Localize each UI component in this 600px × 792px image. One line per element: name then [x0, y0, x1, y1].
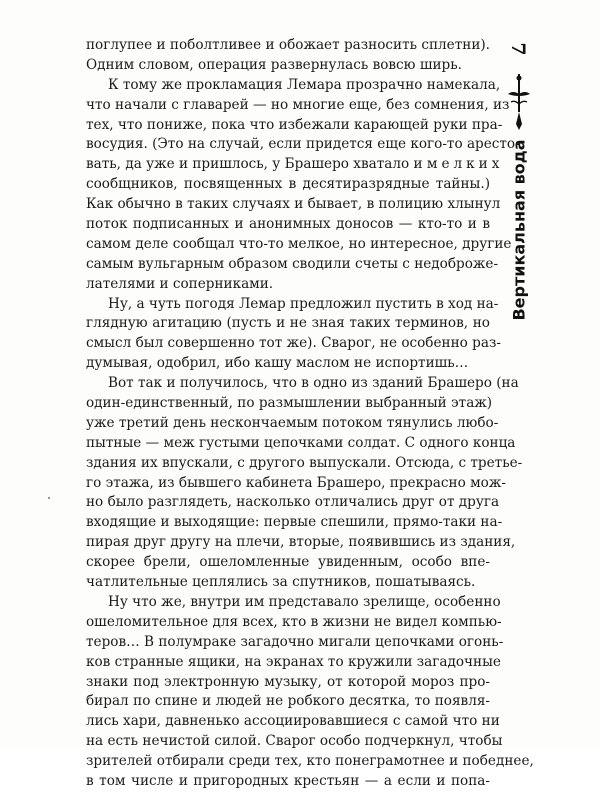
text-line: самом деле сообщал что-то мелкое, но интересное, другие [86, 235, 512, 252]
text-line: поток подписанных и анонимных доносов — кто-то и в [86, 216, 490, 233]
text-line: ошеломительное для всех, кто в жизни не видел компью- [86, 613, 502, 630]
text-line: восудия. (Это на случай, если придется еще кого-то аресто- [86, 136, 520, 153]
text-line: на есть нечистой силой. Сварог особо подчеркнул, чтобы [86, 733, 503, 750]
text-line: Ну, а чуть погодя Лемар предложил пустить в ход на- [108, 295, 499, 312]
text-line: лателями и соперниками. [86, 275, 274, 292]
text-line: смысл был совершенно тот же). Сварог, не особенно раз- [86, 335, 501, 352]
paper-speck [48, 497, 50, 499]
text-line: пирая друг другу на плечи, вторые, появившись из здания, [86, 534, 516, 551]
text-line: Одним словом, операция развернулась вовсю ширь. [86, 56, 462, 73]
text-line: бирал по спине и людей не робкого десятка, то появля- [86, 693, 490, 710]
running-title: Вертикальная вода [509, 139, 529, 321]
text-line: здания их впускали, с другого выпускали. Отсюда, с третье- [86, 454, 523, 471]
text-line: ков странные ящики, на экранах то кружили загадочные [86, 653, 501, 670]
page-number: 7 [507, 42, 529, 56]
text-line: в том числе и пригородных крестьян — а если и попа- [86, 772, 490, 789]
text-line: один-единственный, по размышлении выбранный этаж) [86, 395, 493, 412]
text-line: входящие и выходящие: первые спешили, прямо-таки на- [86, 514, 503, 531]
text-line: уже третий день нескончаемым потоком тянулись любо- [86, 414, 499, 431]
text-line: пытные — меж густыми цепочками солдат. С одного конца [86, 434, 516, 451]
text-line: глядную агитацию (пусть и не зная таких терминов, но [86, 315, 490, 332]
text-fragment: вать, да уже и пришлось, у Брашеро хватало и [86, 156, 423, 173]
dagger-ornament-icon [505, 72, 533, 132]
text-line [86, 155, 504, 175]
text-line: тех, что пониже, пока что избежали карающей руки пра- [86, 116, 503, 133]
text-line: самым вульгарным образом сводили счеты с недоброже- [86, 255, 499, 272]
text-line: сообщников, посвященных в десятиразрядные тайны.) [86, 176, 490, 193]
text-line: скорее брели, ошеломленные увиденным, особо впе- [86, 554, 490, 571]
text-line: Вот так и получилось, что в одно из зданий Брашеро (на [108, 375, 519, 392]
text-line: думывая, одобрил, ибо кашу маслом не испортишь… [86, 355, 469, 372]
text-line: но было разглядеть, насколько отличались друг от друга [86, 494, 500, 511]
text-line: что начали с главарей — но многие еще, без сомнения, из [86, 96, 510, 113]
text-line: го этажа, из бывшего кабинета Брашеро, прекрасно мож- [86, 474, 506, 491]
text-line: теров… В полумраке загадочно мигали цепочками огонь- [86, 633, 504, 650]
text-fragment-spaced: мелких [426, 156, 504, 173]
text-line: знаки под электронную музыку, от которой мороз про- [86, 673, 490, 690]
text-line: зрителей отбирали среди тех, кто понеграмотнее и победнее, [86, 753, 534, 770]
text-line: чатлительные цеплялись за спутников, пошатываясь. [86, 574, 476, 591]
text-line: Ну что же, внутри им представало зрелище, особенно [108, 593, 501, 610]
text-line: Как обычно в таких случаях и бывает, в полицию хлынул [86, 196, 501, 213]
text-line: К тому же прокламация Лемара прозрачно намекала, [108, 76, 501, 93]
text-line: поглупее и поболтливее и обожает разносить сплетни). [86, 37, 490, 53]
text-line: лись хари, давненько ассоциировавшиеся с самой что ни [86, 713, 500, 730]
